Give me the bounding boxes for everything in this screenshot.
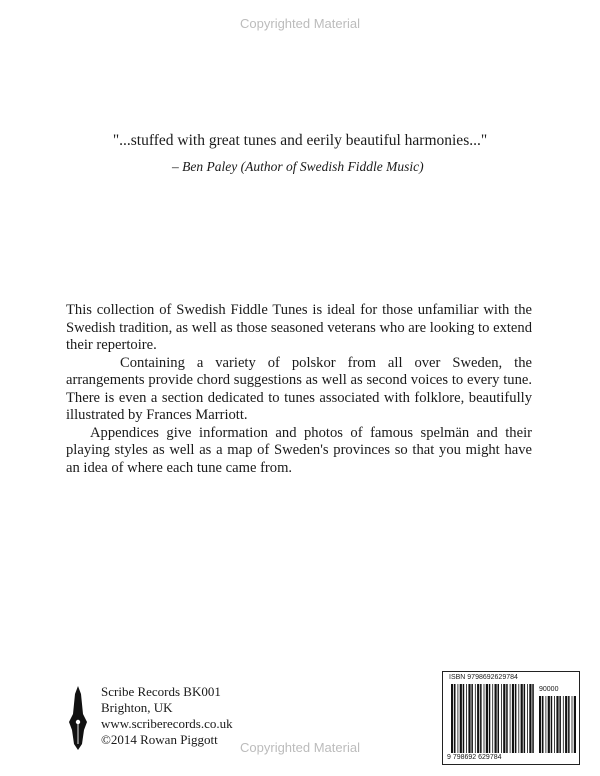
- copyright-watermark-top: Copyrighted Material: [240, 16, 360, 31]
- book-description: [66, 302, 532, 477]
- addon-number: 90000: [539, 686, 559, 693]
- description-paragraph: Containing a variety of polskor from all over Sweden, the arrangements provide chord suggestions as well as second voices to every tune. There is even a section dedicated to tunes associated with folklore, beautifully illustrated by Frances Marriott.: [66, 354, 532, 423]
- description-paragraph: This collection of Swedish Fiddle Tunes is ideal for those unfamiliar with the Swedish tradition, as well as those seasoned veterans who are looking to extend their repertoire.: [66, 302, 532, 353]
- isbn-label: ISBN 9798692629784: [449, 674, 518, 681]
- publisher-location: Brighton, UK: [101, 700, 173, 715]
- barcode-digits: 9 798692 629784: [447, 754, 502, 761]
- copyright-watermark-bottom: Copyrighted Material: [240, 740, 360, 755]
- review-quote: "...stuffed with great tunes and eerily beautiful harmonies...": [112, 132, 488, 149]
- publisher-website: www.scriberecords.co.uk: [101, 716, 233, 731]
- quote-attribution: – Ben Paley (Author of Swedish Fiddle Music): [172, 159, 424, 174]
- description-paragraph: Appendices give information and photos of famous spelmän and their playing styles as well as a map of Sweden's provinces so that you might have an idea of where each tune came from.: [66, 424, 532, 476]
- publisher-info: [101, 684, 233, 748]
- copyright-line: ©2014 Rowan Piggott: [101, 732, 218, 747]
- publisher-catalog: Scribe Records BK001: [101, 684, 221, 699]
